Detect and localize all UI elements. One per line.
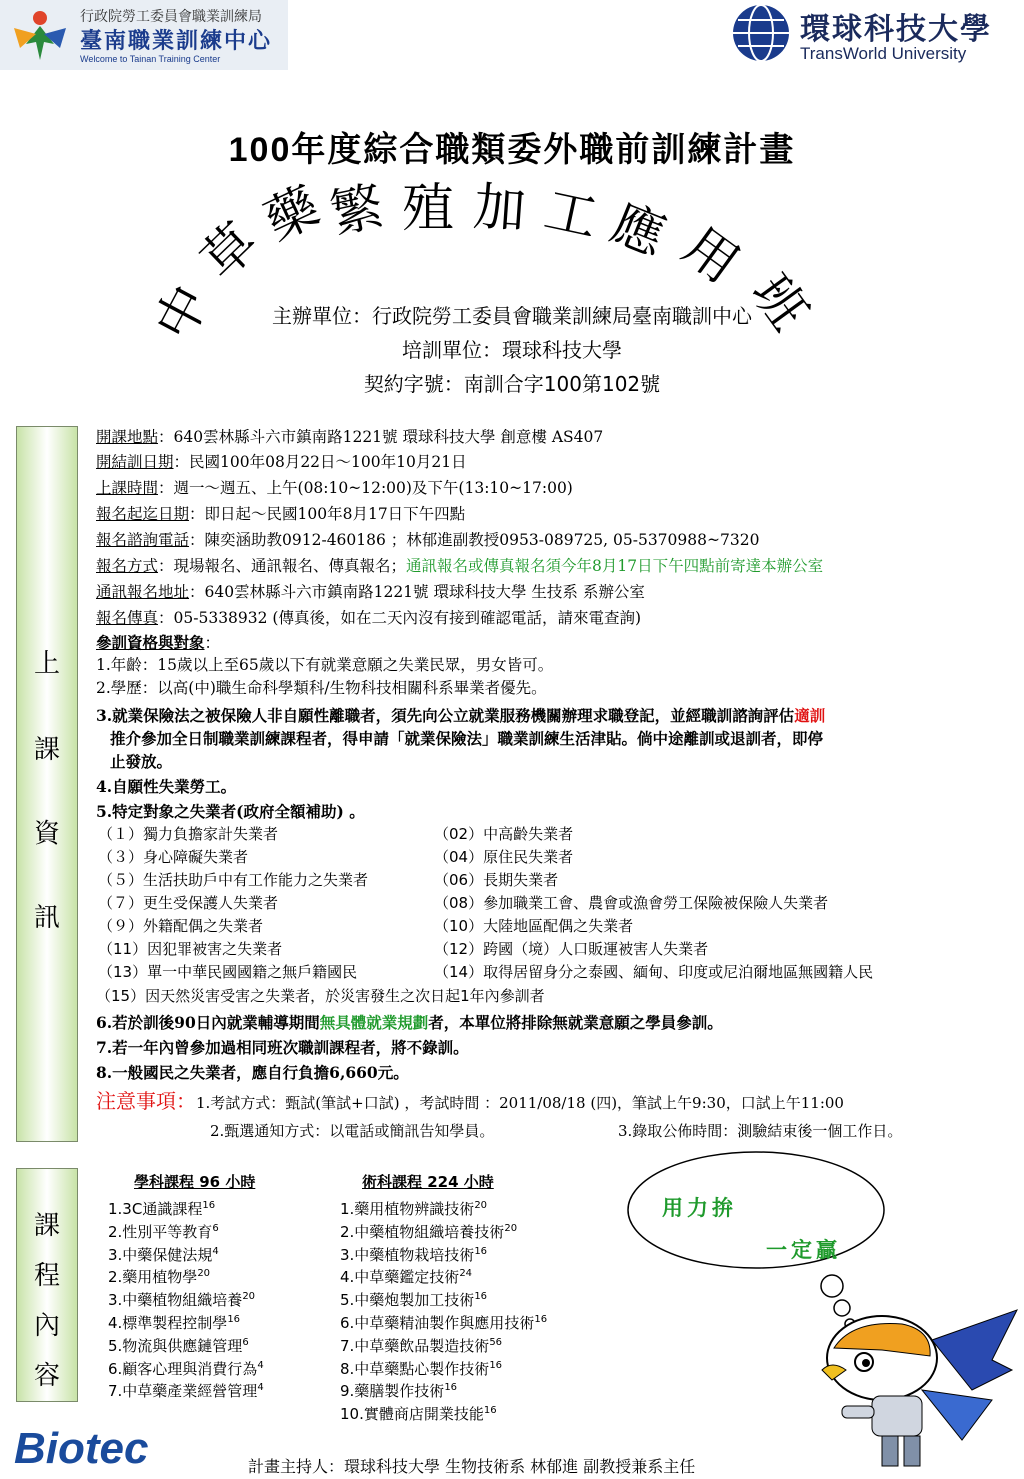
class-name-char: 工 <box>539 180 603 250</box>
special-group-item: （13）單一中華民國國籍之無戶籍國民 <box>98 963 358 981</box>
course-item: 3.中藥植物組織培養$^{20}$ <box>108 1291 256 1310</box>
special-group-item: （10）大陸地區配偶之失業者 <box>434 917 634 935</box>
course-item: 1.3C通識課程$^{16}$ <box>108 1200 216 1218</box>
class-name-char: 應 <box>602 193 674 269</box>
left-logo-line1: 行政院勞工委員會職業訓練局 <box>80 9 262 25</box>
detail-fax: 報名傳真：05-5338932 (傳真後，如在二天內沒有接到確認電話，請來電查詢) <box>96 609 642 627</box>
bubble-line1: 用力拚 <box>662 1195 737 1220</box>
eagle-mascot-icon <box>812 1300 1022 1475</box>
course-item: 8.中草藥點心製作技術$^{16}$ <box>340 1359 503 1378</box>
sidebar-course-content: 課 程 內 容 <box>16 1168 78 1402</box>
special-group-15: （15）因天然災害受害之失業者，於災害發生之次日起1年內參訓者 <box>96 987 545 1005</box>
notice: 注意事項：1.考試方式：甄試(筆試+口試) ，考試時間 ：2011/08/18 (四)，筆試上午9:30，口試上午11:00 <box>96 1089 844 1113</box>
course-item: 2.性別平等教育$^6$ <box>108 1222 219 1241</box>
course-item: 2.藥用植物學$^{20}$ <box>108 1268 211 1287</box>
course-item: 4.標準製程控制學$^{16}$ <box>108 1314 241 1332</box>
eligibility-item3-line3: 止發放。 <box>110 752 173 771</box>
course-item: 3.中藥植物栽培技術$^{16}$ <box>340 1245 488 1264</box>
course-item: 7.中草藥產業經營管理$^4$ <box>108 1382 264 1401</box>
special-group-item: （９）外籍配偶之失業者 <box>98 917 264 935</box>
eligibility-item5: 5.特定對象之失業者(政府全額補助) 。 <box>96 802 365 821</box>
course-item: 5.中藥炮製加工技術$^{16}$ <box>340 1291 488 1310</box>
detail-eligibility: 參訓資格與對象： <box>96 633 221 652</box>
academic-header: 學科課程 96 小時 <box>134 1173 256 1191</box>
special-group-item: （14）取得居留身分之泰國、緬甸、印度或尼泊爾地區無國籍人民 <box>434 963 874 981</box>
trainer: 培訓單位：環球科技大學 <box>402 338 622 362</box>
course-item: 10.實體商店開業技能$^{16}$ <box>340 1405 497 1424</box>
detail-address: 通訊報名地址：640雲林縣斗六市鎮南路1221號 環球科技大學 生技系 系辦公室 <box>96 583 645 601</box>
eligibility-item1: 1.年齡：15歲以上至65歲以下有就業意願之失業民眾，男女皆可。 <box>96 656 554 674</box>
right-logo-english: TransWorld University <box>800 44 967 63</box>
special-group-item: （７）更生受保護人失業者 <box>98 894 279 912</box>
class-name-char: 藥 <box>256 176 329 253</box>
notice-2: 2.甄選通知方式：以電話或簡訊告知學員。 <box>210 1122 495 1140</box>
right-logo-chinese: 環球科技大學 <box>800 12 992 47</box>
eligibility-item6: 6.若於訓後90日內就業輔導期間無具體就業規劃者，本單位將排除無就業意願之學員參訓。 <box>96 1013 723 1032</box>
detail-method: 報名方式：現場報名、通訊報名、傳真報名；通訊報名或傳真報名須今年8月17日下午四點前寄達本辦公室 <box>96 557 824 575</box>
special-group-item: （08）參加職業工會、農會或漁會勞工保險被保險人失業者 <box>434 894 829 912</box>
special-group-item: （12）跨國（境）人口販運被害人失業者 <box>434 940 709 958</box>
technical-header: 術科課程 224 小時 <box>362 1173 494 1191</box>
special-group-item: （02）中高齡失業者 <box>434 825 574 843</box>
course-item: 5.物流與供應鏈管理$^6$ <box>108 1336 249 1355</box>
course-item: 7.中草藥飲品製造技術$^{56}$ <box>340 1336 503 1355</box>
course-item: 6.中草藥精油製作與應用技術$^{16}$ <box>340 1314 548 1332</box>
class-name-char: 繁 <box>325 176 389 246</box>
detail-time: 上課時間：週一～週五、上午(08:10~12:00)及下午(13:10~17:00) <box>96 479 573 497</box>
project-host: 計畫主持人：環球科技大學 生物技術系 林郁進 副教授兼系主任 <box>248 1457 696 1476</box>
detail-location: 開課地點：640雲林縣斗六市鎮南路1221號 環球科技大學 創意樓 AS407 <box>96 428 604 446</box>
eligibility-item2: 2.學歷：以高(中)職生命科學類科/生物科技相關科系畢業者優先。 <box>96 679 547 697</box>
class-name-char: 班 <box>740 264 820 342</box>
special-group-item: （11）因犯罪被害之失業者 <box>98 940 283 958</box>
special-group-item: （06）長期失業者 <box>434 871 559 889</box>
eligibility-item7: 7.若一年內曾參加過相同班次職訓課程者，將不錄訓。 <box>96 1038 469 1057</box>
left-logo-line3: Welcome to Tainan Training Center <box>80 54 221 64</box>
class-name-char: 加 <box>471 177 528 241</box>
contract-number: 契約字號：南訓合字100第102號 <box>363 372 661 396</box>
detail-dates: 開結訓日期：民國100年08月22日～100年10月21日 <box>96 453 467 471</box>
course-item: 4.中草藥鑑定技術$^{24}$ <box>340 1268 473 1287</box>
eligibility-item4: 4.自願性失業勞工。 <box>96 777 237 796</box>
course-item: 9.藥膳製作技術$^{16}$ <box>340 1382 458 1401</box>
special-group-item: （３）身心障礙失業者 <box>98 848 249 866</box>
star-people-icon <box>6 4 74 66</box>
course-item: 2.中藥植物組織培養技術$^{20}$ <box>340 1222 518 1241</box>
tainan-training-center-logo <box>0 0 288 70</box>
course-item: 6.顧客心理與消費行為$^4$ <box>108 1359 264 1378</box>
class-name-char: 中 <box>144 276 222 351</box>
left-logo-line2: 臺南職業訓練中心 <box>80 28 273 54</box>
eligibility-item8: 8.一般國民之失業者，應自行負擔6,660元。 <box>96 1063 409 1082</box>
sidebar-class-info: 上 課 資 訊 <box>16 426 78 1142</box>
eligibility-item3-line2: 推介參加全日制職業訓練課程者，得申請「就業保險法」職業訓練生活津貼。倘中途離訓或退訓者，即停 <box>110 729 824 748</box>
globe-icon <box>730 2 792 64</box>
biotec-logo: Biotec <box>14 1424 149 1473</box>
detail-phone: 報名諮詢電話：陳奕涵助教0912-460186 ；林郁進副教授0953-089725, 05-5370988~7320 <box>96 531 760 549</box>
organizer: 主辦單位：行政院勞工委員會職業訓練局臺南職訓中心 <box>272 304 752 328</box>
eligibility-item3: 3.就業保險法之被保險人非自願性離職者，須先向公立就業服務機關辦理求職登記，並經職訓諮詢評估適訓 <box>96 706 826 725</box>
special-group-item: （５）生活扶助戶中有工作能力之失業者 <box>98 871 369 889</box>
class-name-char: 草 <box>190 211 270 292</box>
detail-deadline: 報名起迄日期：即日起～民國100年8月17日下午四點 <box>96 505 466 523</box>
class-name-char: 用 <box>672 216 750 296</box>
course-item: 3.中藥保健法規$^4$ <box>108 1245 219 1264</box>
special-group-item: （04）原住民失業者 <box>434 848 574 866</box>
course-item: 1.藥用植物辨識技術$^{20}$ <box>340 1200 488 1218</box>
page-title: 100年度綜合職類委外職前訓練計畫 <box>228 130 796 170</box>
transworld-university-logo <box>730 2 1020 66</box>
class-name-char: 殖 <box>402 179 455 239</box>
notice-3: 3.錄取公佈時間：測驗結束後一個工作日。 <box>618 1122 903 1140</box>
bubble-line2: 一定贏 <box>766 1237 841 1262</box>
special-group-item: （１）獨力負擔家計失業者 <box>98 825 279 843</box>
